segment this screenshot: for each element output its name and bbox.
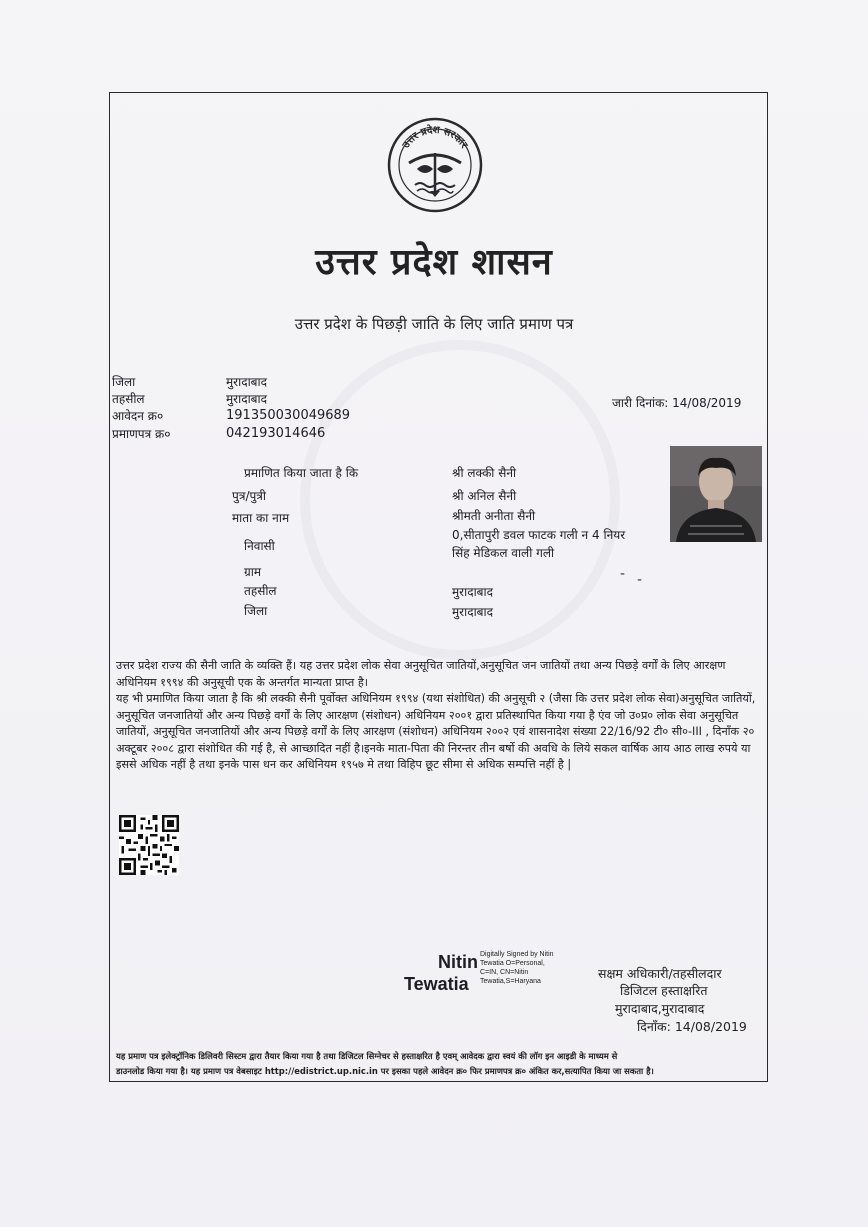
meta-district-value: मुरादाबाद: [226, 375, 268, 389]
resident-value-line1: 0,सीतापुरी डवल फाटक गली न 4 नियर: [452, 528, 626, 542]
child-of-label: पुत्र/पुत्री: [232, 489, 267, 503]
footer-line-1: यह प्रमाण पत्र इलेक्ट्रॉनिक डिलिवरी सिस्टम द्वारा तैयार किया गया है तथा डिजिटल सिग्नेचर से हस्ताक्षरित है एवम् आवेदक द्वारा स्वयं की लॉग इन आइडी के माध्यम से: [116, 1051, 618, 1061]
detail-district-value: मुरादाबाद: [452, 605, 494, 619]
up-government-emblem: [387, 117, 483, 213]
body-paragraph-2: यह भी प्रमाणित किया जाता है कि श्री लक्की सैनी पूर्वोक्त अधिनियम १९९४ (यथा संशोधित) की अनुसूची २ (जैसा कि उत्तर प्रदेश लोक सेवा)अनुसूचित जातियों, अनुसूचित जनजातियों और अन्य पिछड़े वर्गों के लिए आरक्षण (संशोधन) अधिनियम २००१ द्वारा प्रतिस्थापित किया गया है एंव जो उ०प्र० लोक सेवा अनुसूचित जातियों, अनुसूचित जनजातियों और अन्य पिछड़े वर्गों के लिए आरक्षण (संशोधन) अधिनियम २००२ एवं शासनादेश संख्या 22/16/92 टी० सी०-III , दिनाँक २० अक्टूबर २००८ द्वारा संशोधित की गई है, से आच्छादित नहीं है।इनके माता-पिता की निरन्तर तीन बर्षो की अवधि के लिये सकल वार्षिक आय आठ लाख रुपये या इससे अधिक नहीं है तथा इनके पास धन कर अधिनियम १९५७ मे तथा विहिप छूट सीमा से अधिक सम्पत्ति नहीं है |: [116, 692, 756, 771]
mother-label: माता का नाम: [232, 511, 290, 525]
detail-tehsil-label: तहसील: [244, 584, 277, 598]
qr-code: [119, 815, 179, 875]
signature-detail-line: Digitally Signed by Nitin: [480, 951, 554, 958]
signer-first-name: Nitin: [438, 952, 478, 972]
page-title: उत्तर प्रदेश शासन: [315, 241, 553, 283]
certificate-subtitle: उत्तर प्रदेश के पिछड़ी जाति के लिए जाति प्रमाण पत्र: [294, 315, 574, 333]
meta-application-value: 191350030049689: [226, 408, 351, 423]
meta-certificate-value: 042193014646: [226, 426, 326, 441]
village-label: ग्राम: [244, 565, 262, 579]
signature-detail-line: Tewatia,S=Haryana: [480, 978, 541, 985]
detail-district-label: जिला: [244, 604, 268, 618]
meta-tehsil-label: तहसील: [112, 392, 145, 406]
officer-digital-signed: डिजिटल हस्ताक्षरित: [620, 983, 708, 998]
svg-text:उत्तर प्रदेश सरकार: उत्तर प्रदेश सरकार: [400, 124, 470, 151]
resident-value-line2: सिंह मेडिकल वाली गली: [452, 546, 555, 560]
mark-dash: -: [637, 572, 643, 588]
body-paragraph-1: उत्तर प्रदेश राज्य की सैनी जाति के व्यक्ति हैं। यह उत्तर प्रदेश लोक सेवा अनुसूचित जातियों,अनुसूचित जन जातियों तथा अन्य पिछड़े वर्गों के लिए आरक्षण अधिनियम १९९४ की अनुसूची एक के अन्तर्गत मान्यता प्राप्त है।: [116, 659, 726, 689]
signature-detail-line: C=IN, CN=Nitin: [480, 969, 529, 976]
child-of-value: श्री अनिल सैनी: [452, 489, 517, 503]
signer-last-name: Tewatia: [404, 974, 469, 994]
issue-date: जारी दिनांक: 14/08/2019: [612, 396, 742, 410]
detail-tehsil-value: मुरादाबाद: [452, 585, 494, 599]
resident-label: निवासी: [244, 539, 275, 553]
officer-location: मुरादाबाद,मुरादाबाद: [615, 1001, 705, 1016]
signature-details: [480, 950, 590, 986]
meta-application-label: आवेदन क्र०: [112, 409, 164, 423]
mother-value: श्रीमती अनीता सैनी: [452, 509, 536, 523]
applicant-photo: [670, 446, 762, 542]
meta-district-label: जिला: [112, 375, 136, 389]
signature-detail-line: Tewatia O=Personal,: [480, 960, 545, 967]
certified-value: श्री लक्की सैनी: [452, 466, 517, 480]
meta-tehsil-value: मुरादाबाद: [226, 392, 268, 406]
certified-label: प्रमाणित किया जाता है कि: [244, 466, 359, 480]
verification-footer: [116, 1049, 768, 1079]
officer-date: दिनाँक: 14/08/2019: [637, 1019, 747, 1034]
meta-certificate-label: प्रमाणपत्र क्र०: [112, 427, 171, 441]
officer-designation: सक्षम अधिकारी/तहसीलदार: [598, 966, 722, 981]
footer-line-2: डाउनलोड किया गया है। यह प्रमाण पत्र वेबसाइट http://edistrict.up.nic.in पर इसका पहले आवेदन क्र० फिर प्रमाणपत्र क्र० अंकित कर,सत्यापित किया जा सकता है।: [116, 1066, 654, 1076]
mark-dash: -: [620, 566, 626, 582]
